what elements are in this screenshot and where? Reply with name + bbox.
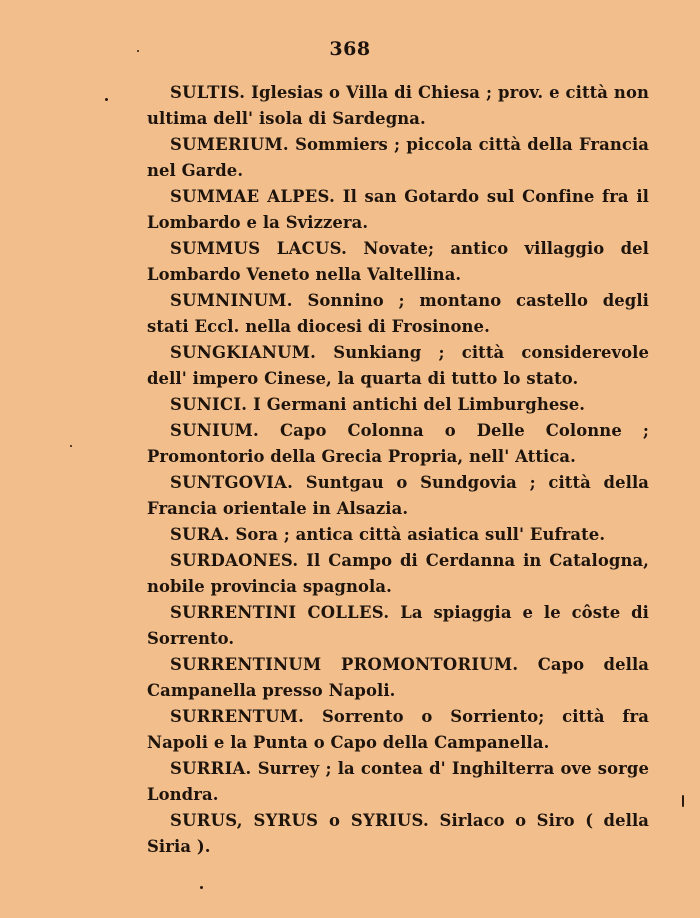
- entry-headword: SUNICI.: [170, 395, 248, 414]
- entry-headword: SUNGKIANUM.: [170, 343, 317, 362]
- ink-speck: [137, 50, 139, 52]
- entry-text: Capo della Campanella presso Napoli.: [147, 655, 649, 700]
- gazetteer-entries: [147, 80, 649, 860]
- entry: [147, 236, 649, 288]
- entry-headword: SURRENTUM.: [170, 707, 305, 726]
- entry-text: Capo Colonna o Delle Colonne ; Promontorio della Grecia Propria, nell' Attica.: [147, 421, 649, 466]
- entry-headword: SULTIS.: [170, 83, 246, 102]
- ink-speck: [682, 795, 684, 807]
- entry-text: La spiaggia e le côste di Sorrento.: [147, 603, 649, 648]
- entry-headword: SUNTGOVIA.: [170, 473, 294, 492]
- entry-text: Iglesias o Villa di Chiesa ; prov. e città non ultima dell' isola di Sardegna.: [147, 83, 649, 128]
- entry-headword: SUNIUM.: [170, 421, 260, 440]
- entry-text: Il Campo di Cerdanna in Catalogna, nobile provincia spagnola.: [147, 551, 649, 596]
- entry-text: Suntgau o Sundgovia ; città della Francia orientale in Alsazia.: [147, 473, 649, 518]
- entry: [147, 418, 649, 470]
- entry-text: I Germani antichi del Limburghese.: [247, 395, 586, 414]
- entry-text: Sirlaco o Siro ( della Siria ).: [147, 811, 649, 856]
- entry-text: Sonnino ; montano castello degli stati Eccl. nella diocesi di Frosinone.: [147, 291, 649, 336]
- entry-headword: SUMERIUM.: [170, 135, 289, 154]
- page-number: 368: [329, 38, 371, 60]
- entry-headword: SUMMUS LACUS.: [170, 239, 348, 258]
- entry: [147, 704, 649, 756]
- entry: [147, 652, 649, 704]
- entry-text: Sunkiang ; città considerevole dell' impero Cinese, la quarta di tutto lo stato.: [147, 343, 649, 388]
- entry-text: Sorrento o Sorriento; città fra Napoli e la Punta o Capo della Campanella.: [147, 707, 649, 752]
- entry-headword: SURRENTINI COLLES.: [170, 603, 390, 622]
- entry-headword: SUMNINUM.: [170, 291, 293, 310]
- entry: [147, 80, 649, 132]
- entry: [147, 132, 649, 184]
- entry-headword: SURRENTINUM PROMONTORIUM.: [170, 655, 519, 674]
- entry: [147, 184, 649, 236]
- entry: [147, 522, 649, 548]
- entry-headword: SURUS, SYRUS o SYRIUS.: [170, 811, 430, 830]
- entry-text: Sommiers ; piccola città della Francia nel Garde.: [147, 135, 649, 180]
- entry-text: Il san Gotardo sul Confine fra il Lombardo e la Svizzera.: [147, 187, 649, 232]
- entry: [147, 340, 649, 392]
- entry: [147, 392, 649, 418]
- entry: [147, 288, 649, 340]
- ink-speck: [105, 98, 108, 101]
- entry-text: Sora ; antica città asiatica sull' Eufrate.: [229, 525, 606, 544]
- entry-text: Surrey ; la contea d' Inghilterra ove sorge Londra.: [147, 759, 649, 804]
- ink-speck: [70, 445, 72, 447]
- entry-headword: SURRIA.: [170, 759, 252, 778]
- entry: [147, 756, 649, 808]
- entry-headword: SURDAONES.: [170, 551, 299, 570]
- entry-text: Novate; antico villaggio del Lombardo Veneto nella Valtellina.: [147, 239, 649, 284]
- entry-headword: SURA.: [170, 525, 230, 544]
- ink-speck: [200, 886, 203, 889]
- entry: [147, 600, 649, 652]
- entry: [147, 808, 649, 860]
- entry: [147, 548, 649, 600]
- entry: [147, 470, 649, 522]
- entry-headword: SUMMAE ALPES.: [170, 187, 336, 206]
